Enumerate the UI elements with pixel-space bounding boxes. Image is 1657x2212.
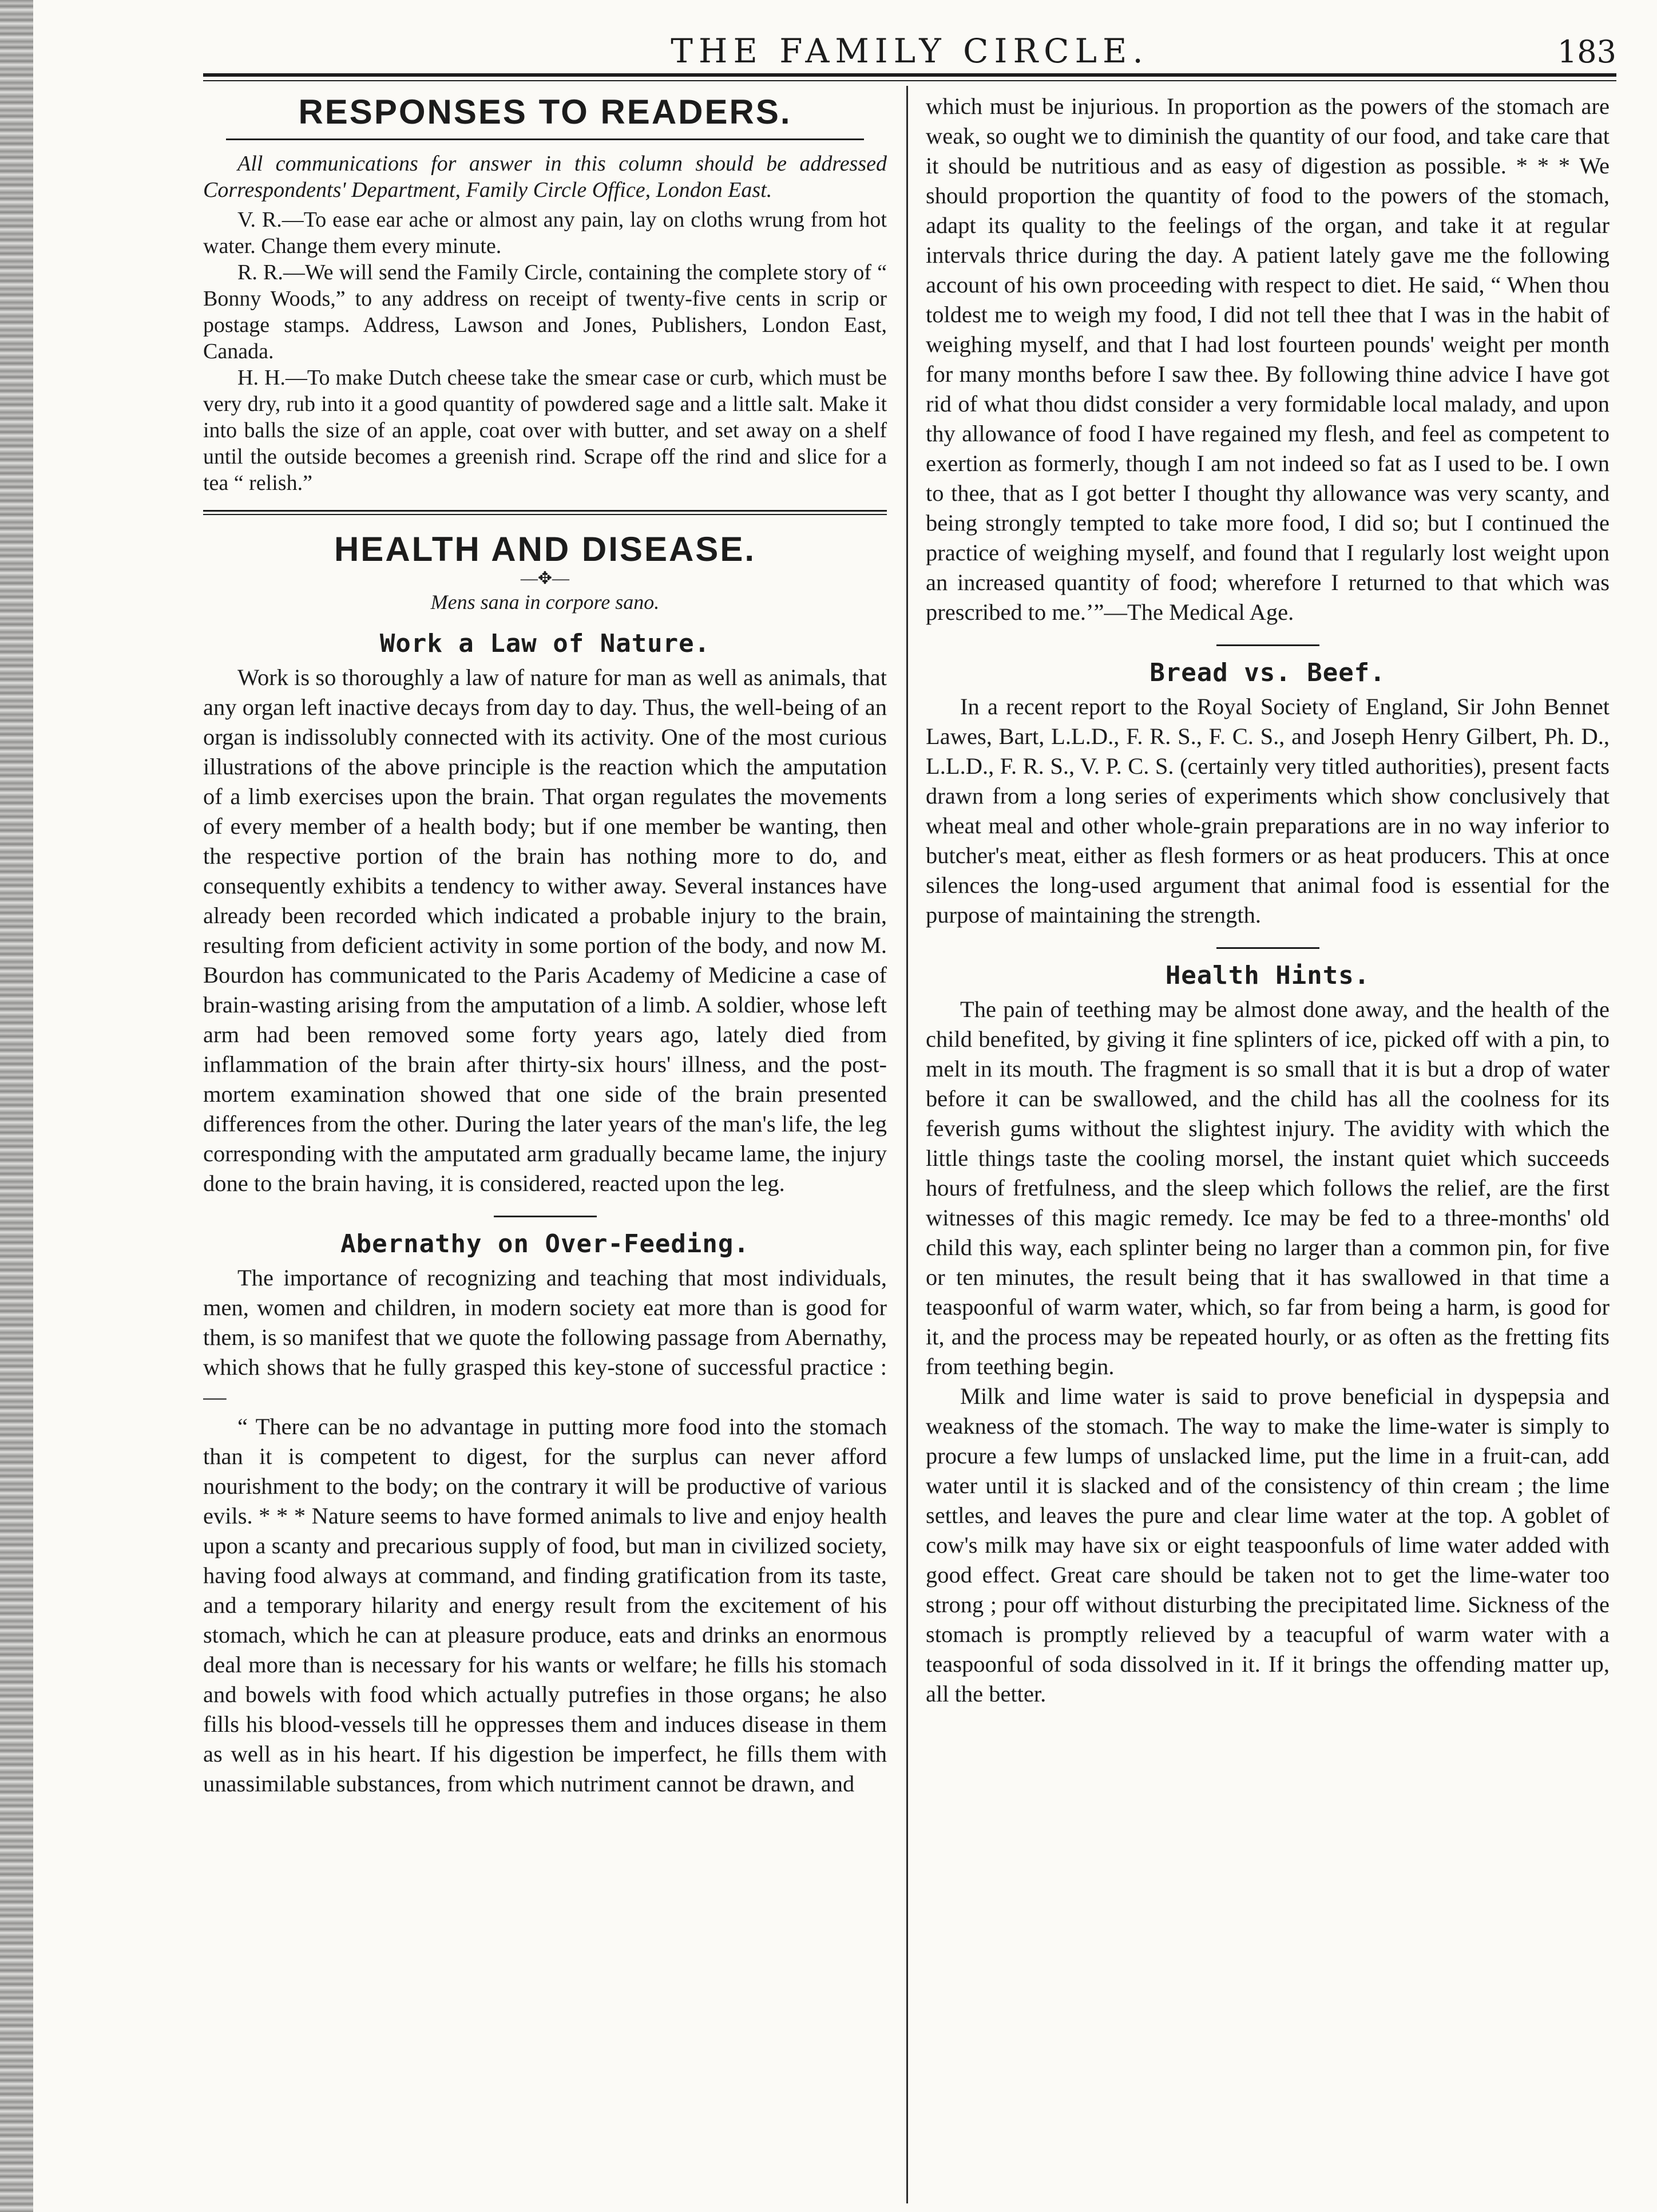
running-title: THE FAMILY CIRCLE. [671, 31, 1149, 70]
health-motto: Mens sana in corpore sano. [430, 591, 660, 614]
left-column [203, 92, 887, 2198]
responses-title: RESPONSES TO READERS. [298, 93, 792, 131]
response-item: V. R.—To ease ear ache or almost any pain, lay on cloths wrung from hot water. Change them every minute. [203, 208, 887, 258]
work-paragraph: Work is so thoroughly a law of nature for man as well as animals, that any organ left inactive decays from day to day. Thus, the well-being of an organ is indissolubly connected with its activity. One of the most curious illustrations of the above principle is the reaction which the amputation of a limb exercises upon the brain. That organ regulates the movements of every member of a health body; but if one member be wanting, then the respective portion of the brain has nothing more to do, and consequently exhibits a tendency to wither away. Several instances have already been recorded which indicated a probable injury to the brain, resulting from deficient activity in some portion of the body, and now M. Bourdon has communicated to the Paris Academy of Medicine a case of brain-wasting arising from the amputation of a limb. A soldier, whose left arm had been removed some forty years ago, lately died from inflammation of the brain after thirty-six hours' illness, and the post-mortem examination showed that one side of the brain presented differences from the other. During the later years of the man's life, the leg corresponding with the amputated arm gradually became lame, the injury done to the brain having, it is considered, reacted upon the leg. [203, 664, 887, 1196]
right-column [926, 92, 1610, 2198]
health-title: HEALTH AND DISEASE. [334, 530, 756, 568]
hints-title: Health Hints. [1165, 961, 1370, 990]
hints-paragraph: Milk and lime water is said to prove beneficial in dyspepsia and weakness of the stomach. The way to make the lime-water is simply to procure a few lumps of unslacked lime, put the lime in a fruit-can, add water until it is slacked and of the consistency of thin cream ; the lime settles, and leaves the pure and clear lime water at the top. A goblet of cow's milk may have six or eight teaspoonfuls of lime water added with good effect. Great care should be taken not to get the lime-water too strong ; pour off without disturbing the precipitated lime. Sickness of the stomach is promptly relieved by a teacupful of warm water with a teaspoonful of soda dissolved in it. If it brings the offending matter up, all the better. [926, 1383, 1610, 1707]
header-rule-thin [203, 80, 1616, 81]
section-rule-thin [203, 514, 887, 515]
responses-rule [226, 139, 864, 140]
article-divider [1216, 644, 1319, 646]
ornament-divider: —✥— [520, 569, 570, 588]
section-rule [203, 510, 887, 512]
response-item: H. H.—To make Dutch cheese take the smear case or curb, which must be very dry, rub into it a good quantity of powdered sage and a little salt. Make it into balls the size of an apple, coat over with butter, and set away on a shelf until the outside becomes a greenish rind. Scrape off the rind and slice for a tea “ relish.” [203, 366, 887, 495]
abernathy-quote: “ There can be no advantage in putting more food into the stomach than it is competent to digest, for the surplus can never afford nourishment to the body; on the contrary it will be productive of various evils. * * * Nature seems to have formed animals to live and enjoy health upon a scanty and precarious supply of food, but man in civilized society, having food always at command, and finding gratification from its taste, and a temporary hilarity and energy result from the excitement of his stomach, which he can at pleasure produce, eats and drinks an enormous deal more than is necessary for his wants or welfare; he fills his stomach and bowels with food which actually putrefies in those organs; he also fills his blood-vessels till he oppresses them and induces disease in them as well as in his heart. If his digestion be imperfect, he fills them with unassimilable substances, from which nutriment cannot be drawn, and [203, 1414, 887, 1796]
hints-paragraph: The pain of teething may be almost done away, and the health of the child benefited, by giving it fine splinters of ice, picked off with a pin, to melt in its mouth. The fragment is so small that it is but a drop of water before it can be swallowed, and the child has all the coolness for its feverish gums without the slightest injury. The avidity with which the little things taste the cooling morsel, the instant quiet which succeeds hours of fretfulness, and the sleep which follows the relief, are the first witnesses of this magic remedy. Ice may be fed to a three-months' old child this way, each splinter being no larger than a common pin, for five or ten minutes, the result being that it has swallowed in that time a teaspoonful of warm water, which, so far from being a harm, is good for it, and the process may be repeated hourly, or as often as the fretting fits from teething begin. [926, 996, 1610, 1379]
bread-paragraph: In a recent report to the Royal Society of England, Sir John Bennet Lawes, Bart, L.L.D., F. R. S., F. C. S., and Joseph Henry Gilbert, Ph. D., L.L.D., F. R. S., V. P. C. S. (certainly very titled authorities), present facts drawn from a long series of experiments which show conclusively that wheat meal and other whole-grain preparations are in no way inferior to butcher's meat, either as flesh formers or as heat producers. This at once silences the long-used argument that animal food is essential for the purpose of maintaining the strength. [926, 694, 1610, 928]
header-rule [203, 73, 1616, 77]
page-binding-edge [0, 0, 33, 2212]
column-divider [906, 86, 908, 2203]
abernathy-paragraph: The importance of recognizing and teaching that most individuals, men, women and children, in modern society eat more than is good for them, is so manifest that we quote the following passage from Abernathy, which shows that he fully grasped this key-stone of successful practice :— [203, 1265, 887, 1410]
response-item: R. R.—We will send the Family Circle, containing the complete story of “ Bonny Woods,” to any address on receipt of twenty-five cents in scrip or postage stamps. Address, Lawson and Jones, Publishers, London East, Canada. [203, 260, 887, 363]
abernathy-title: Abernathy on Over-Feeding. [340, 1229, 750, 1259]
abernathy-continued: which must be injurious. In proportion as the powers of the stomach are weak, so ought we to diminish the quantity of our food, and take care that it should be nutritious and as easy of digestion as possible. * * * We should proportion the quantity of food to the powers of the stomach, adapt its quality to the feelings of the organ, and take it at regular intervals thrice during the day. A patient lately gave me the following account of his own proceeding with respect to diet. He said, “ When thou toldest me to weigh my food, I did not tell thee that I was in the habit of weighing myself, and that I had lost fourteen pounds' weight per month for many months before I saw thee. By following thine advice I have got rid of what thou didst consider a very formidable local malady, and upon thy allowance of food I have regained my flesh, and feel as competent to exertion as formerly, though I am not indeed so fat as I used to be. I own to thee, that as I got better I thought thy allowance was very scanty, and being strongly tempted to take more food, I did so; but I continued the practice of weighing myself, and found that I regularly lost weight upon an increased quantity of food; wherefore I returned to that which was prescribed to me.’”—The Medical Age. [926, 93, 1610, 625]
article-divider [494, 1216, 597, 1217]
work-title: Work a Law of Nature. [379, 629, 711, 658]
bread-title: Bread vs. Beef. [1149, 658, 1386, 687]
responses-note: All communications for answer in this column should be addressed Correspondents' Department, Family Circle Office, London East. [203, 152, 887, 202]
page-header [203, 31, 1616, 72]
page-number: 183 [1557, 34, 1616, 70]
article-divider [1216, 947, 1319, 949]
